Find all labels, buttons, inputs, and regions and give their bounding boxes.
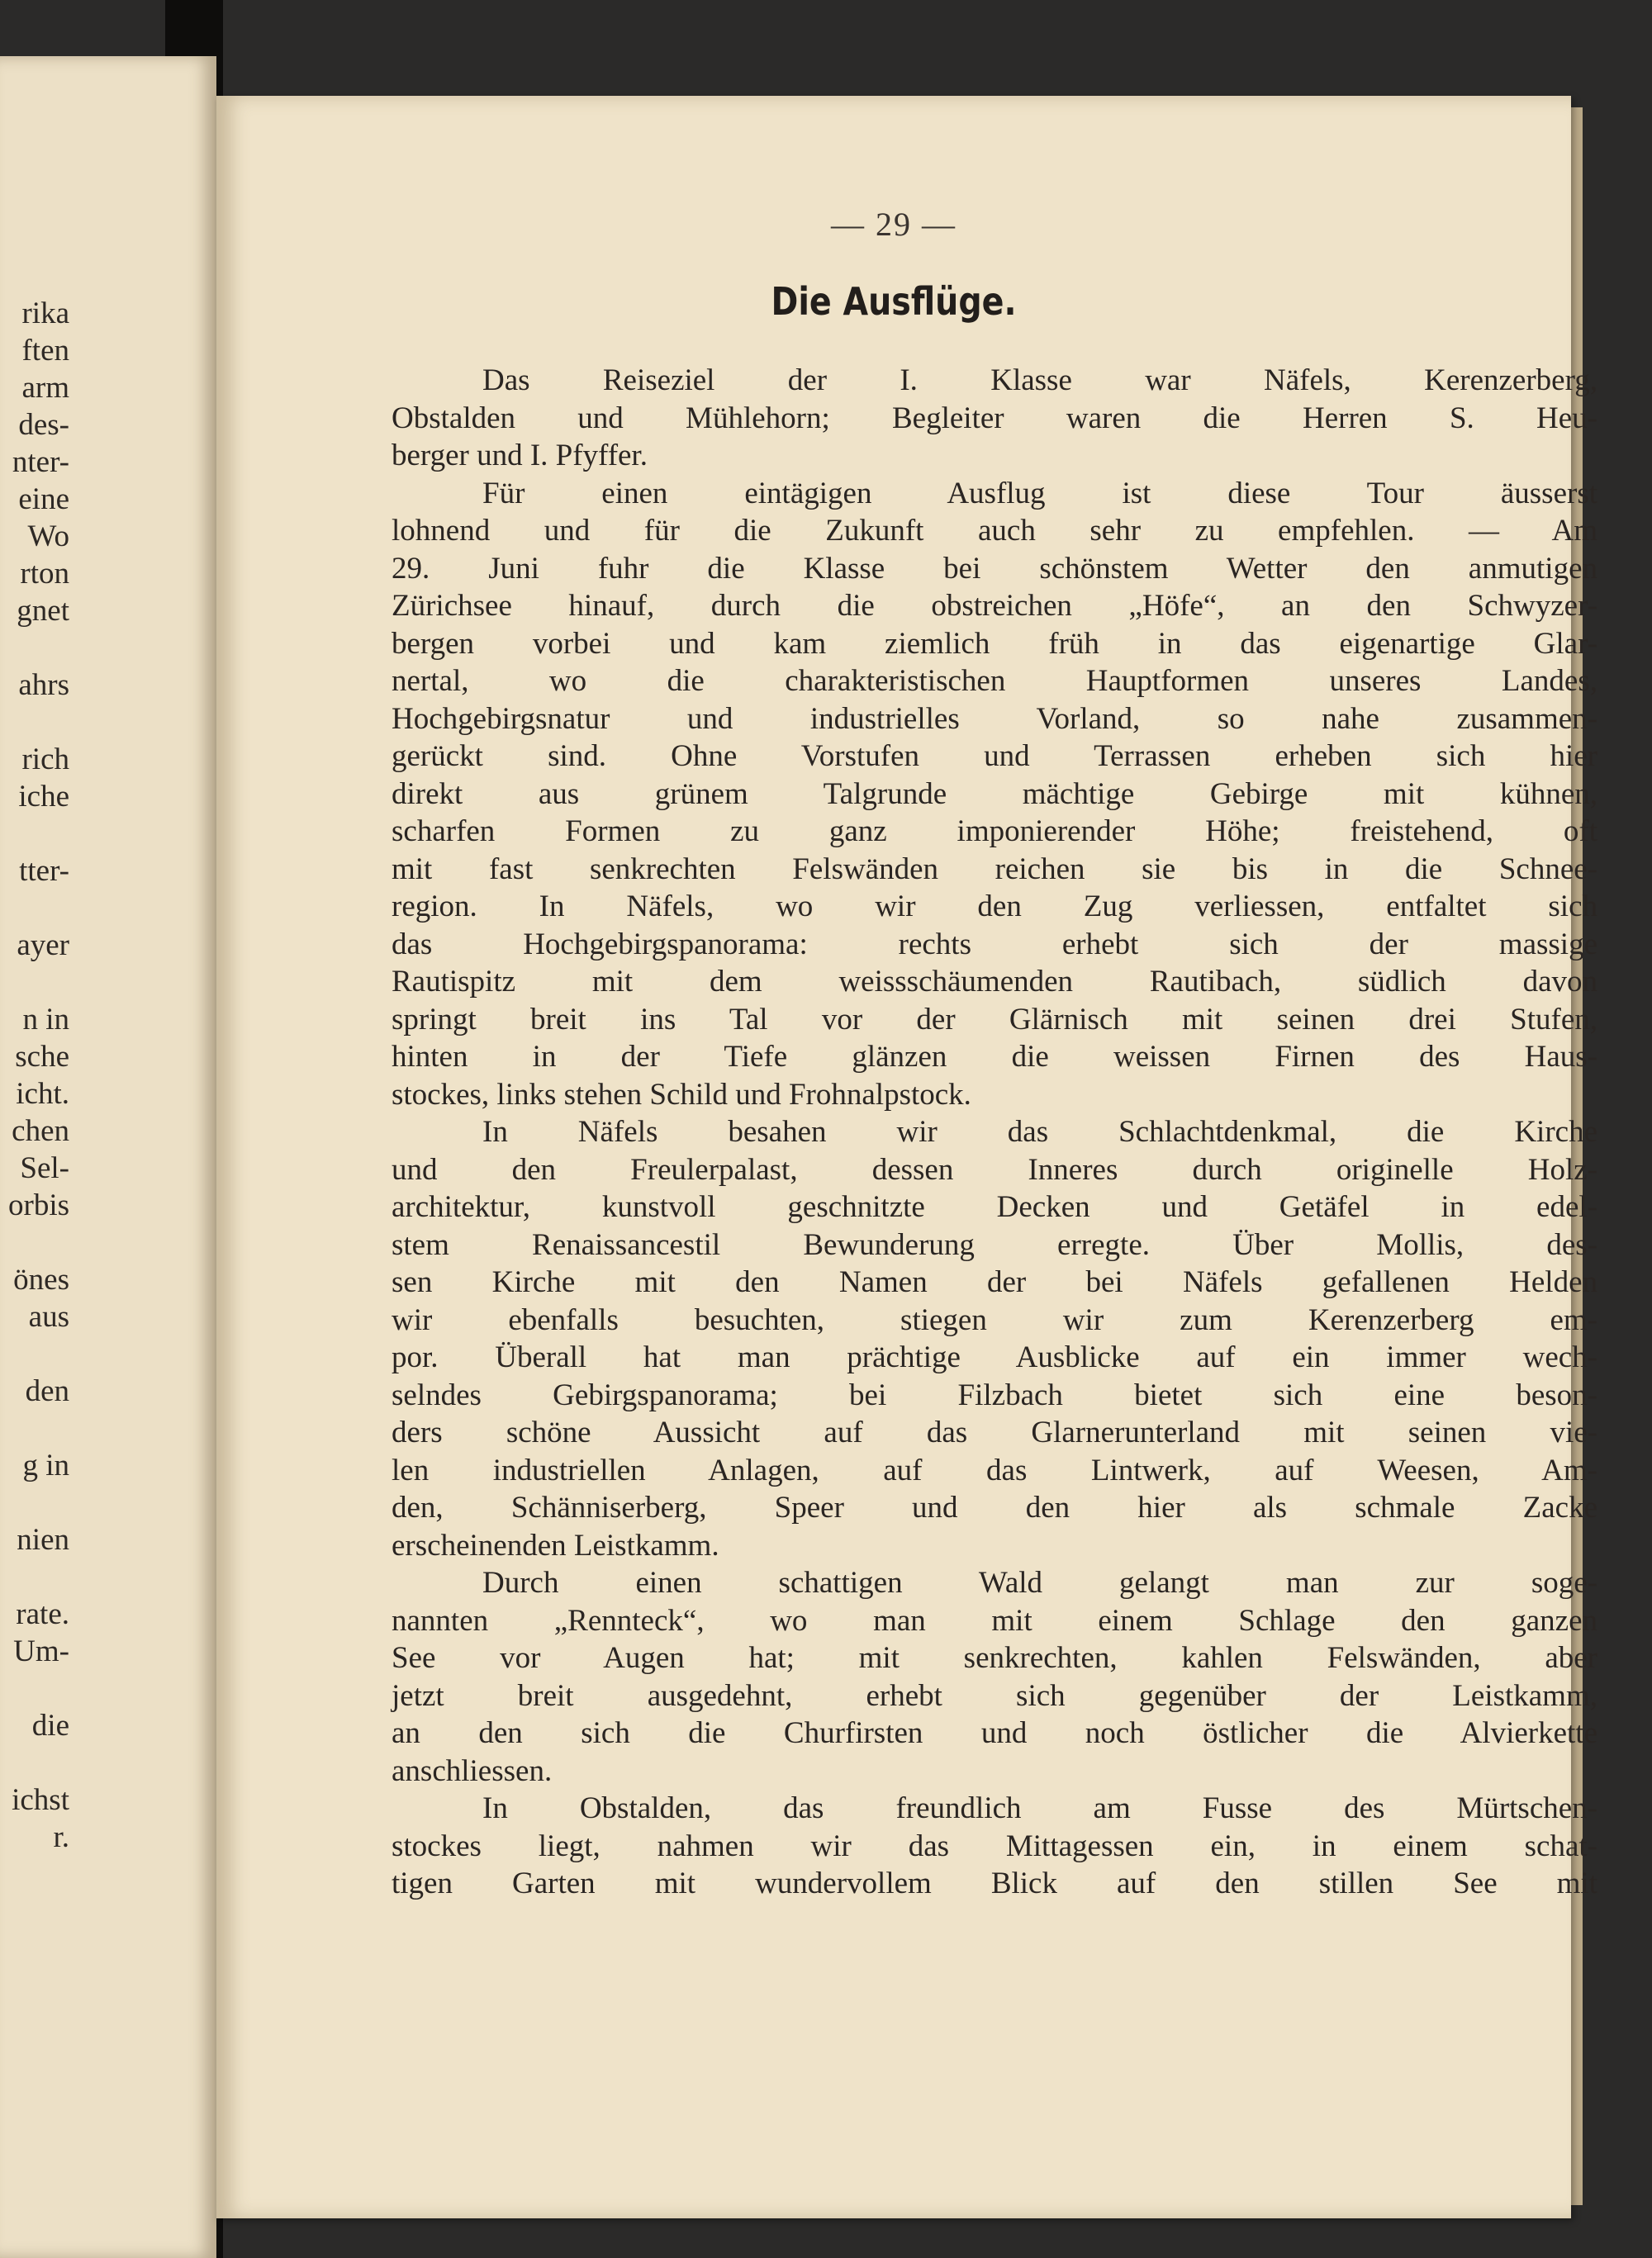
left-page-fragment: rton bbox=[20, 557, 69, 591]
page-number: — 29 — bbox=[831, 206, 957, 243]
text-line: sen Kirche mit den Namen der bei Näfels gefallenen Helden bbox=[392, 1265, 1597, 1299]
left-page-fragment: önes bbox=[13, 1263, 69, 1297]
text-line: len industriellen Anlagen, auf das Lintwerk, auf Weesen, Am- bbox=[392, 1453, 1597, 1487]
text-line: selndes Gebirgspanorama; bei Filzbach bietet sich eine beson- bbox=[392, 1378, 1597, 1412]
text-line: stockes liegt, nahmen wir das Mittagessen ein, in einem schat- bbox=[392, 1829, 1597, 1863]
left-page-fragment: den bbox=[25, 1374, 69, 1408]
left-page-fragment: r. bbox=[53, 1820, 69, 1854]
text-line: tigen Garten mit wundervollem Blick auf den stillen See mit bbox=[392, 1867, 1597, 1900]
text-line: berger und I. Pfyffer. bbox=[392, 439, 648, 472]
right-page bbox=[216, 96, 1597, 2218]
left-page-fragment: tter- bbox=[19, 854, 69, 888]
paragraph bbox=[392, 362, 1597, 475]
text-line: In Obstalden, das freundlich am Fusse des Mürtschen- bbox=[482, 1791, 1597, 1825]
text-line: Rautispitz mit dem weissschäumenden Rautibach, südlich davon bbox=[392, 965, 1597, 999]
text-line: region. In Näfels, wo wir den Zug verliessen, entfaltet sich bbox=[392, 889, 1597, 923]
paragraph bbox=[392, 1113, 1597, 1564]
left-page-fragment: Sel- bbox=[20, 1151, 69, 1185]
left-page-fragment: nien bbox=[17, 1523, 69, 1557]
left-page-fragment: eine bbox=[18, 482, 69, 516]
text-line: wir ebenfalls besuchten, stiegen wir zum Kerenzerberg em- bbox=[392, 1302, 1597, 1337]
left-page-fragment: rich bbox=[21, 742, 69, 776]
text-line: springt breit ins Tal vor der Glärnisch mit seinen drei Stufen, bbox=[392, 1002, 1597, 1036]
text-line: In Näfels besahen wir das Schlachtdenkmal, die Kirche bbox=[482, 1115, 1597, 1149]
paragraph bbox=[392, 475, 1597, 1114]
body-text bbox=[392, 362, 1597, 1903]
left-page-fragment: arm bbox=[21, 371, 69, 405]
text-line: Für einen eintägigen Ausflug ist diese Tour äusserst bbox=[482, 476, 1597, 510]
text-line: direkt aus grünem Talgrunde mächtige Gebirge mit kühnen, bbox=[392, 776, 1597, 811]
left-page-fragment: chen bbox=[12, 1114, 69, 1148]
left-page bbox=[0, 56, 216, 2258]
left-page-fragment: Um- bbox=[13, 1634, 69, 1668]
text-line: nannten „Rennteck“, wo man mit einem Schlage den ganzen bbox=[392, 1603, 1597, 1638]
left-page-fragment: die bbox=[31, 1709, 69, 1743]
text-line: Durch einen schattigen Wald gelangt man zur soge- bbox=[482, 1566, 1597, 1600]
left-page-fragment: icht. bbox=[16, 1077, 69, 1111]
text-line: mit fast senkrechten Felswänden reichen sie bis in die Schnee- bbox=[392, 851, 1597, 886]
text-line: anschliessen. bbox=[392, 1753, 553, 1788]
text-line: gerückt sind. Ohne Vorstufen und Terrassen erheben sich hier bbox=[392, 739, 1597, 773]
text-line: das Hochgebirgspanorama: rechts erhebt sich der massige bbox=[392, 927, 1597, 961]
left-page-fragment: sche bbox=[15, 1040, 69, 1074]
text-line: stem Renaissancestil Bewunderung erregte. Über Mollis, des- bbox=[392, 1227, 1597, 1262]
text-line: nertal, wo die charakteristischen Hauptformen unseres Landes, bbox=[392, 664, 1597, 698]
left-page-fragment: n in bbox=[22, 1003, 69, 1036]
text-line: stockes, links stehen Schild und Frohnalpstock. bbox=[392, 1077, 971, 1112]
text-line: bergen vorbei und kam ziemlich früh in das eigenartige Glar- bbox=[392, 626, 1597, 661]
left-page-fragment: nter- bbox=[12, 445, 69, 479]
text-line: ders schöne Aussicht auf das Glarnerunterland mit seinen vie- bbox=[392, 1416, 1597, 1449]
left-page-fragment: gnet bbox=[17, 594, 69, 628]
text-line: scharfen Formen zu ganz imponierender Höhe; freistehend, oft bbox=[392, 814, 1597, 848]
left-page-fragment: ichst bbox=[12, 1783, 69, 1817]
text-line: 29. Juni fuhr die Klasse bei schönstem Wetter den anmutigen bbox=[392, 551, 1597, 586]
text-line: por. Überall hat man prächtige Ausblicke auf ein immer wech- bbox=[392, 1340, 1597, 1374]
text-line: jetzt breit ausgedehnt, erhebt sich gegenüber der Leistkamm, bbox=[392, 1678, 1597, 1713]
left-page-fragment: ahrs bbox=[18, 668, 69, 702]
text-line: Obstalden und Mühlehorn; Begleiter waren die Herren S. Heu- bbox=[392, 401, 1597, 435]
left-page-fragment: ayer bbox=[17, 928, 69, 962]
text-line: und den Freulerpalast, dessen Inneres durch originelle Holz- bbox=[392, 1152, 1597, 1187]
left-page-fragment: des- bbox=[18, 408, 69, 442]
text-line: Zürichsee hinauf, durch die obstreichen „Höfe“, an den Schwyzer- bbox=[392, 589, 1597, 623]
page-title: Die Ausflüge. bbox=[771, 279, 1017, 324]
text-line: Das Reiseziel der I. Klasse war Näfels, Kerenzerberg, bbox=[482, 363, 1597, 397]
left-page-fragment: ften bbox=[21, 334, 69, 368]
text-line: den, Schänniserberg, Speer und den hier als schmale Zacke bbox=[392, 1491, 1597, 1525]
left-page-fragment: iche bbox=[18, 780, 69, 814]
left-page-fragment: Wo bbox=[27, 519, 69, 553]
left-page-fragment: g in bbox=[22, 1449, 69, 1482]
text-line: hinten in der Tiefe glänzen die weissen Firnen des Haus- bbox=[392, 1040, 1597, 1074]
text-line: Hochgebirgsnatur und industrielles Vorland, so nahe zusammen- bbox=[392, 701, 1597, 736]
text-line: lohnend und für die Zukunft auch sehr zu empfehlen. — Am bbox=[392, 514, 1597, 548]
left-page-fragment: rika bbox=[21, 296, 69, 330]
left-page-fragment: orbis bbox=[8, 1188, 69, 1222]
left-page-fragment: aus bbox=[28, 1300, 69, 1334]
paragraph bbox=[392, 1564, 1597, 1790]
text-line: architektur, kunstvoll geschnitzte Decken und Getäfel in edel- bbox=[392, 1190, 1597, 1224]
paragraph bbox=[392, 1790, 1597, 1903]
left-page-fragment: rate. bbox=[16, 1597, 69, 1631]
text-line: erscheinenden Leistkamm. bbox=[392, 1528, 719, 1563]
text-line: See vor Augen hat; mit senkrechten, kahlen Felswänden, aber bbox=[392, 1641, 1597, 1675]
text-line: an den sich die Churfirsten und noch östlicher die Alvierkette bbox=[392, 1716, 1597, 1750]
